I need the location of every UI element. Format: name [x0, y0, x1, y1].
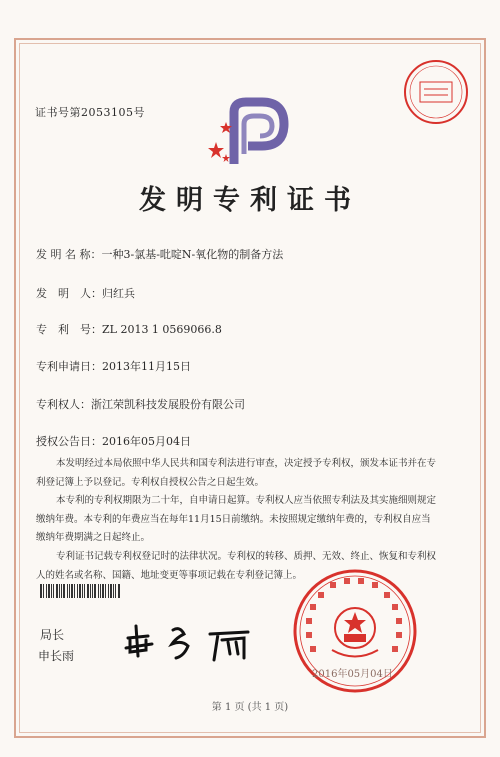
- inventor-field: [36, 285, 135, 301]
- stamp-top-right: [402, 58, 470, 126]
- patentee-label: 专利权人：: [36, 398, 91, 411]
- director-name: 申长雨: [38, 649, 75, 663]
- filing-date-value: 2013年11月15日: [102, 360, 191, 373]
- certificate-number: 证书号第2053105号: [35, 106, 145, 119]
- filing-date-label: 专利申请日：: [36, 360, 102, 373]
- patent-number-label: 专 利 号：: [36, 323, 102, 336]
- grant-date-label: 授权公告日：: [36, 435, 102, 448]
- page-footer: 第 1 页 (共 1 页): [211, 702, 289, 713]
- certificate-title: 发明专利证书: [139, 185, 361, 216]
- certificate-body-text: [36, 455, 436, 585]
- cnipa-logo: [204, 94, 290, 174]
- invention-name-value: 一种3-氯基-吡啶N-氧化物的制备方法: [101, 248, 284, 261]
- body-paragraph: 本发明经过本局依照中华人民共和国专利法进行审查，决定授予专利权，颁发本证书并在专利登记簿上予以登记。专利权自授权公告之日起生效。: [36, 458, 436, 488]
- grant-date-field: [36, 433, 191, 449]
- filing-date-field: [36, 358, 191, 374]
- barcode: [40, 584, 122, 598]
- grant-date-value: 2016年05月04日: [102, 435, 191, 448]
- director-signature: [118, 616, 318, 666]
- inventor-value: 归红兵: [102, 287, 135, 300]
- patent-number-field: [36, 321, 222, 337]
- invention-name-field: [36, 246, 283, 262]
- invention-name-label: 发 明 名 称：: [36, 248, 102, 261]
- body-paragraph: 本专利的专利权期限为二十年，自申请日起算。专利权人应当依照专利法及其实施细则规定缴纳年费。本专利的年费应当在每年11月15日前缴纳。未按照规定缴纳年费的，专利权自应当缴纳年费期满之日起终止。: [36, 495, 436, 544]
- patentee-field: [36, 396, 245, 412]
- seal-date: 2016年05月04日: [312, 669, 393, 680]
- body-paragraph: 专利证书记载专利权登记时的法律状况。专利权的转移、质押、无效、终止、恢复和专利权人的姓名或名称、国籍、地址变更等事项记载在专利登记簿上。: [36, 550, 436, 581]
- patentee-value: 浙江荣凯科技发展股份有限公司: [91, 398, 245, 411]
- inventor-label: 发 明 人：: [36, 287, 102, 300]
- director-title: 局长: [40, 628, 65, 642]
- patent-number-value: ZL 2013 1 0569066.8: [102, 323, 222, 336]
